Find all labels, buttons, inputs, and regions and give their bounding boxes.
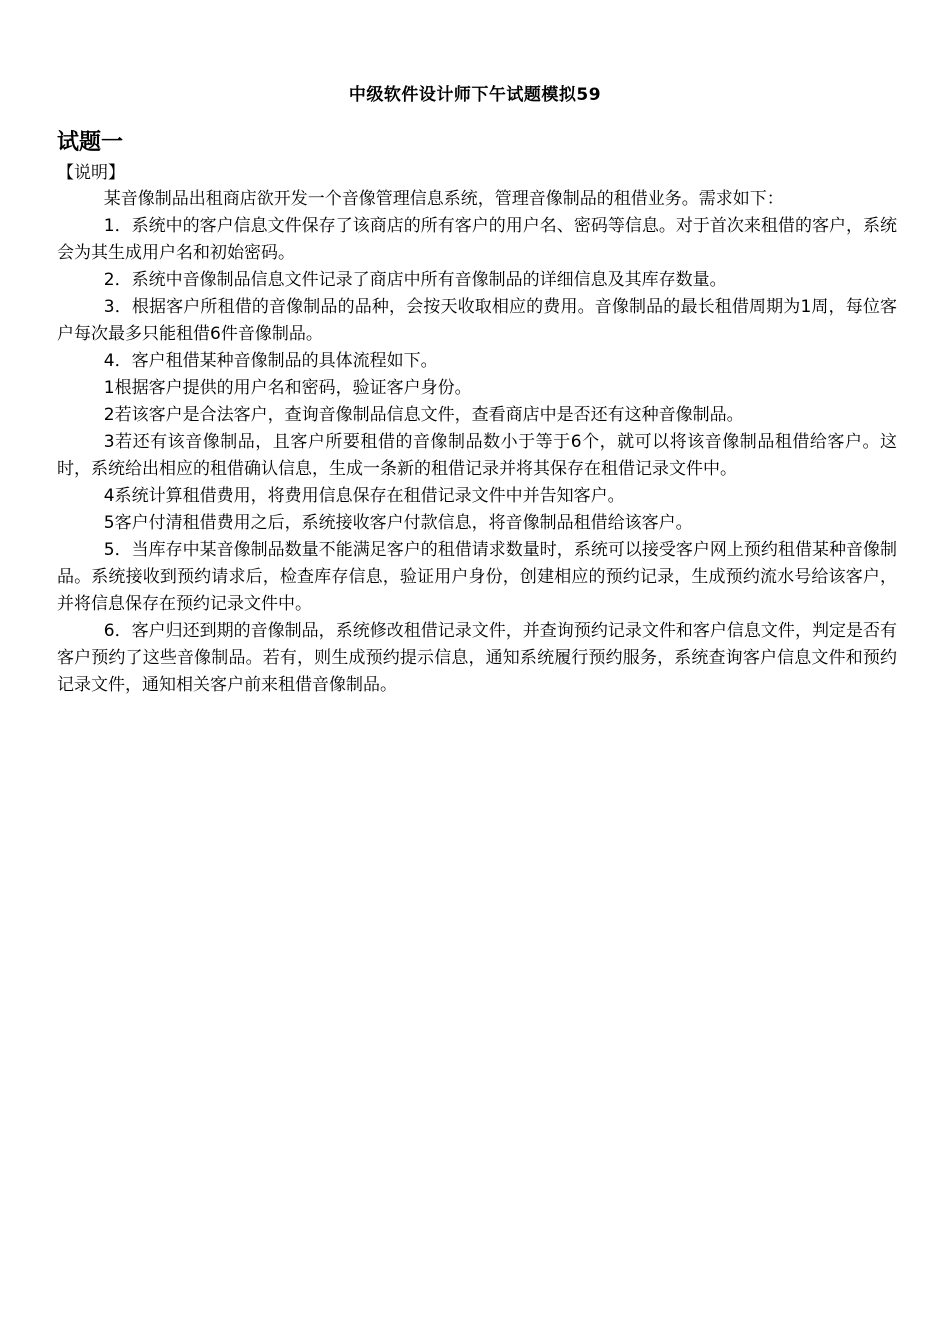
section-label: 【说明】 [57, 163, 125, 183]
paragraph-step-2: 2若该客户是合法客户，查询音像制品信息文件，查看商店中是否还有这种音像制品。 [103, 405, 744, 425]
body-text [57, 186, 897, 699]
paragraph-requirement-5: 5．当库存中某音像制品数量不能满足客户的租借请求数量时，系统可以接受客户网上预约租借某种音像制品。系统接收到预约请求后，检查库存信息，验证用户身份，创建相应的预约记录，生成预约流水号给该客户，并将信息保存在预约记录文件中。 [57, 540, 897, 614]
paragraph-step-3: 3若还有该音像制品，且客户所要租借的音像制品数小于等于6个，就可以将该音像制品租借给客户。这时，系统给出相应的租借确认信息，生成一条新的租借记录并将其保存在租借记录文件中。 [57, 432, 897, 479]
paragraph-requirement-3: 3．根据客户所租借的音像制品的品种，会按天收取相应的费用。音像制品的最长租借周期为1周，每位客户每次最多只能租借6件音像制品。 [57, 297, 897, 344]
paragraph-intro: 某音像制品出租商店欲开发一个音像管理信息系统，管理音像制品的租借业务。需求如下： [103, 189, 784, 209]
document-title: 中级软件设计师下午试题模拟59 [348, 85, 602, 105]
paragraph-requirement-6: 6．客户归还到期的音像制品，系统修改租借记录文件，并查询预约记录文件和客户信息文件，判定是否有客户预约了这些音像制品。若有，则生成预约提示信息，通知系统履行预约服务，系统查询客户信息文件和预约记录文件，通知相关客户前来租借音像制品。 [57, 621, 897, 695]
paragraph-step-1: 1根据客户提供的用户名和密码，验证客户身份。 [103, 378, 472, 398]
paragraph-requirement-4: 4．客户租借某种音像制品的具体流程如下。 [103, 351, 438, 371]
paragraph-step-5: 5客户付清租借费用之后，系统接收客户付款信息，将音像制品租借给该客户。 [103, 513, 693, 533]
paragraph-step-4: 4系统计算租借费用，将费用信息保存在租借记录文件中并告知客户。 [103, 486, 625, 506]
section-heading: 试题一 [57, 130, 124, 155]
paragraph-requirement-1: 1．系统中的客户信息文件保存了该商店的所有客户的用户名、密码等信息。对于首次来租借的客户，系统会为其生成用户名和初始密码。 [57, 216, 897, 263]
paragraph-requirement-2: 2．系统中音像制品信息文件记录了商店中所有音像制品的详细信息及其库存数量。 [103, 270, 727, 290]
